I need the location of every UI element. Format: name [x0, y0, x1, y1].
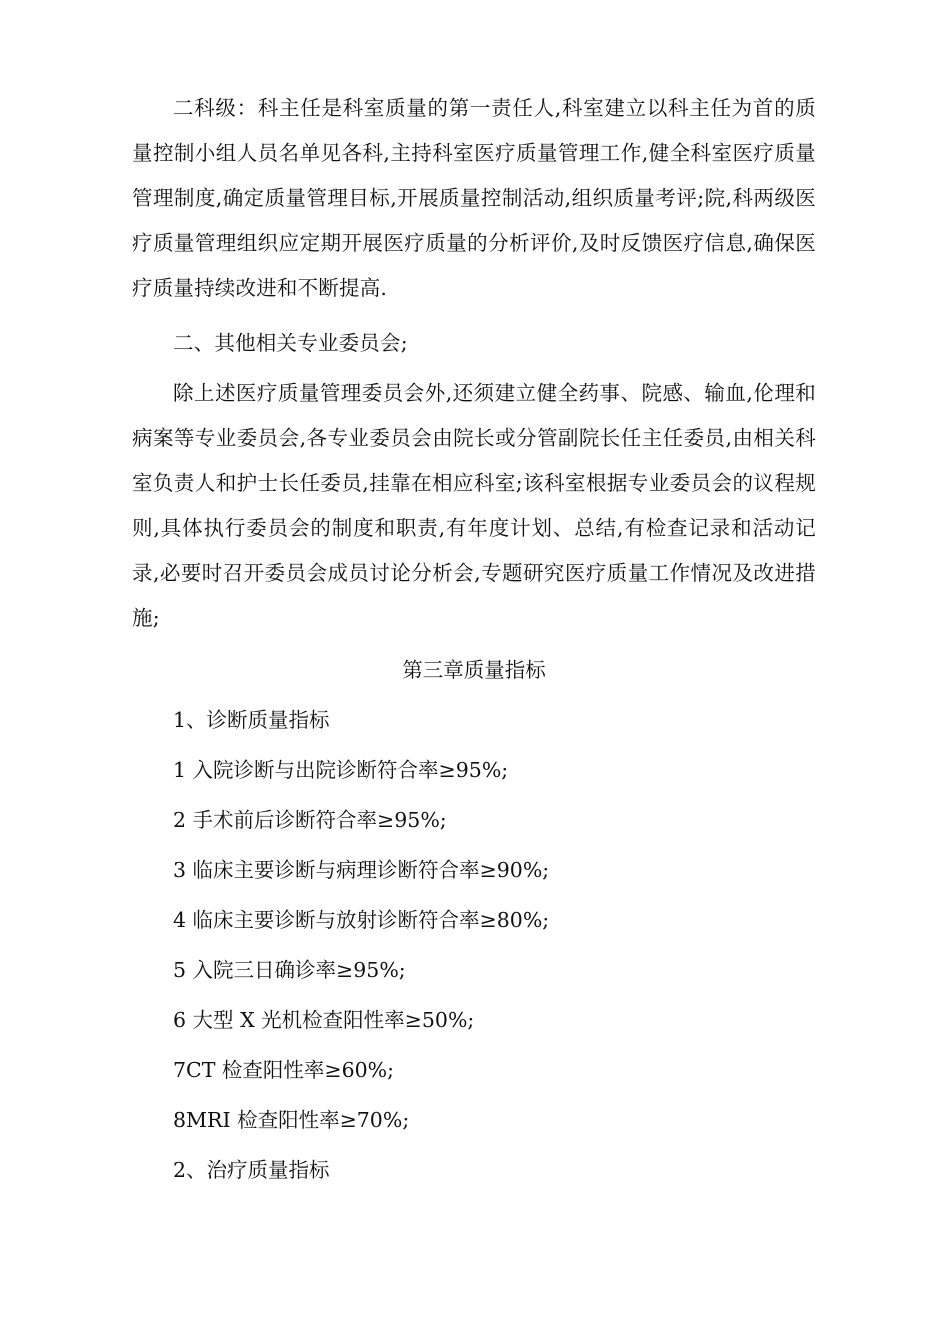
chapter-title: 第三章质量指标: [402, 658, 546, 682]
list-item: 5 入院三日确诊率≥95%;: [173, 958, 406, 982]
list-item: 6 大型 X 光机检查阳性率≥50%;: [173, 1008, 475, 1032]
list-item: 3 临床主要诊断与病理诊断符合率≥90%;: [173, 858, 550, 882]
list-item: 8MRI 检查阳性率≥70%;: [173, 1108, 410, 1132]
list-item: 2 手术前后诊断符合率≥95%;: [173, 808, 447, 832]
paragraph-department-level: 二科级：科主任是科室质量的第一责任人,科室建立以科主任为首的质量控制小组人员名单见各科,主持科室医疗质量管理工作,健全科室医疗质量管理制度,确定质量管理目标,开展质量控制活动,组织质量考评;院,科两级医疗质量管理组织应定期开展医疗质量的分析评价,及时反馈医疗信息,确保医疗质量持续改进和不断提高.: [132, 96, 816, 300]
section-treatment-quality: 2、治疗质量指标: [173, 1158, 330, 1182]
paragraph-other-committees-heading: 二、其他相关专业委员会;: [173, 331, 408, 355]
section-diagnosis-quality: 1、诊断质量指标: [173, 708, 330, 732]
list-item: 4 临床主要诊断与放射诊断符合率≥80%;: [173, 908, 550, 932]
paragraph-other-committees: 除上述医疗质量管理委员会外,还须建立健全药事、院感、输血,伦理和病案等专业委员会,各专业委员会由院长或分管副院长任主任委员,由相关科室负责人和护士长任委员,挂靠在相应科室;该科室根据专业委员会的议程规则,具体执行委员会的制度和职责,有年度计划、总结,有检查记录和活动记录,必要时召开委员会成员讨论分析会,专题研究医疗质量工作情况及改进措施;: [132, 381, 816, 630]
list-item: 7CT 检查阳性率≥60%;: [173, 1058, 395, 1082]
document-body: [132, 86, 816, 1193]
list-item: 1 入院诊断与出院诊断符合率≥95%;: [173, 758, 509, 782]
